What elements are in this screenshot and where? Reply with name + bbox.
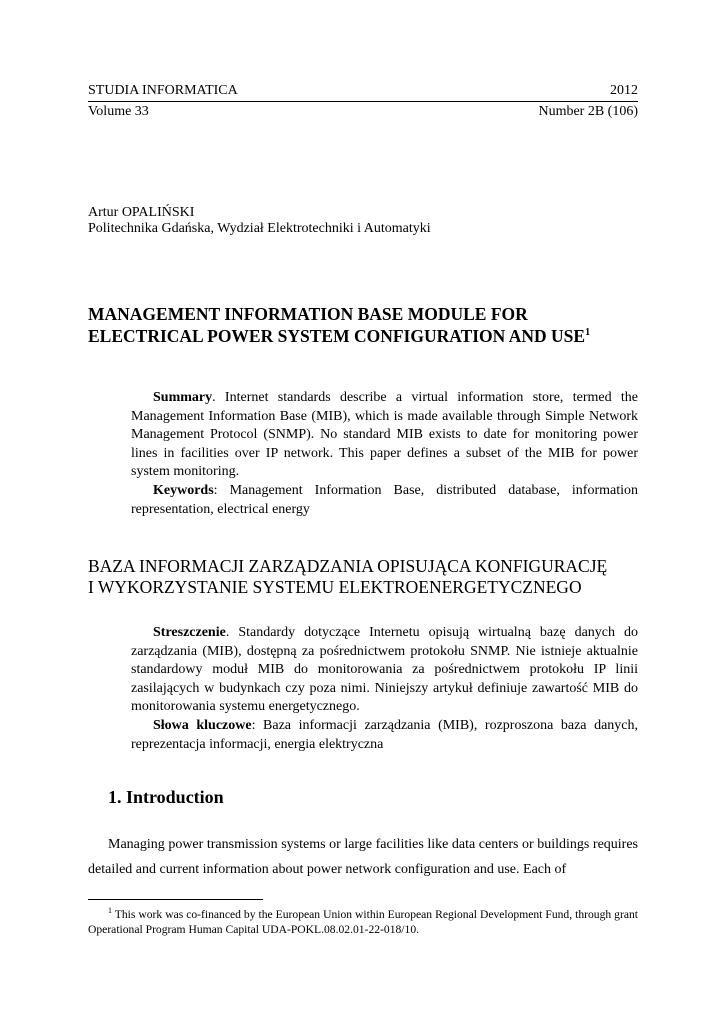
- author-name: Artur OPALIŃSKI: [88, 205, 195, 220]
- header-rule: [88, 101, 638, 102]
- title-pl-line-2: I WYKORZYSTANIE SYSTEMU ELEKTROENERGETYCZNEGO: [88, 577, 582, 597]
- paper-title-english: [88, 303, 648, 347]
- journal-year: 2012: [610, 83, 638, 98]
- running-header-bottom: [88, 104, 638, 120]
- slowa-kluczowe-paragraph: [131, 717, 638, 754]
- section-heading: 1. Introduction: [108, 787, 224, 807]
- footnote-rule: [88, 899, 263, 900]
- journal-volume: Volume 33: [88, 104, 149, 119]
- body-text: [88, 832, 638, 882]
- slowa-kluczowe-label: Słowa kluczowe: [153, 717, 252, 733]
- keywords-label: Keywords: [153, 482, 214, 498]
- streszczenie-label: Streszczenie: [153, 625, 226, 640]
- keywords-text: : Management Information Base, distributed database, information representation, electrical energy: [131, 482, 638, 517]
- keywords-paragraph: [131, 482, 638, 519]
- paper-title-polish: [88, 556, 648, 598]
- slowa-kluczowe-text: : Baza informacji zarządzania (MIB), rozproszona baza danych, reprezentacja informacji, energia elektryczna: [131, 717, 639, 752]
- abstract-english: [131, 389, 638, 519]
- summary-paragraph: [131, 389, 638, 482]
- author-affiliation: Politechnika Gdańska, Wydział Elektrotechniki i Automatyki: [88, 221, 431, 236]
- streszczenie-paragraph: [131, 624, 638, 717]
- streszczenie-text: . Standardy dotyczące Internetu opisują wirtualną bazę danych do zarządzania (MIB), dostępną za pośrednictwem protokołu SNMP. Nie istnieje aktualnie standardowy moduł MIB do monitorowania za pośrednictwem protokołu IP linii zasilających w budynkach czy poza nimi. Niniejszy artykuł definiuje zawartość MIB do monitorowania systemu energetycznego.: [131, 625, 638, 715]
- journal-name: STUDIA INFORMATICA: [88, 83, 238, 98]
- abstract-polish: [131, 624, 638, 754]
- running-header-top: [88, 83, 638, 99]
- footnote-text: This work was co-financed by the European Union within European Regional Development Fund, through grant Operational Program Human Capital UDA-POKL.08.02.01-22-018/10.: [88, 908, 638, 936]
- summary-label: Summary: [153, 390, 213, 405]
- title-en-line-2: ELECTRICAL POWER SYSTEM CONFIGURATION AND USE$^1$: [88, 326, 591, 346]
- summary-text: . Internet standards describe a virtual information store, termed the Management Information Base (MIB), which is made available through Simple Network Management Protocol (SNMP). No standard MIB exists to date for monitoring power lines in facilities over IP network. This paper defines a subset of the MIB for power system monitoring.: [131, 390, 638, 480]
- title-en-line-1: MANAGEMENT INFORMATION BASE MODULE FOR: [88, 304, 528, 324]
- title-footnote-mark: 1: [585, 327, 591, 339]
- title-pl-line-1: BAZA INFORMACJI ZARZĄDZANIA OPISUJĄCA KONFIGURACJĘ: [88, 556, 608, 576]
- footnote-mark: 1: [108, 906, 112, 916]
- journal-number: Number 2B (106): [538, 104, 638, 119]
- footnote: [88, 907, 638, 937]
- intro-paragraph: Managing power transmission systems or large facilities like data centers or buildings requires detailed and current information about power network configuration and use. Each of: [88, 837, 638, 877]
